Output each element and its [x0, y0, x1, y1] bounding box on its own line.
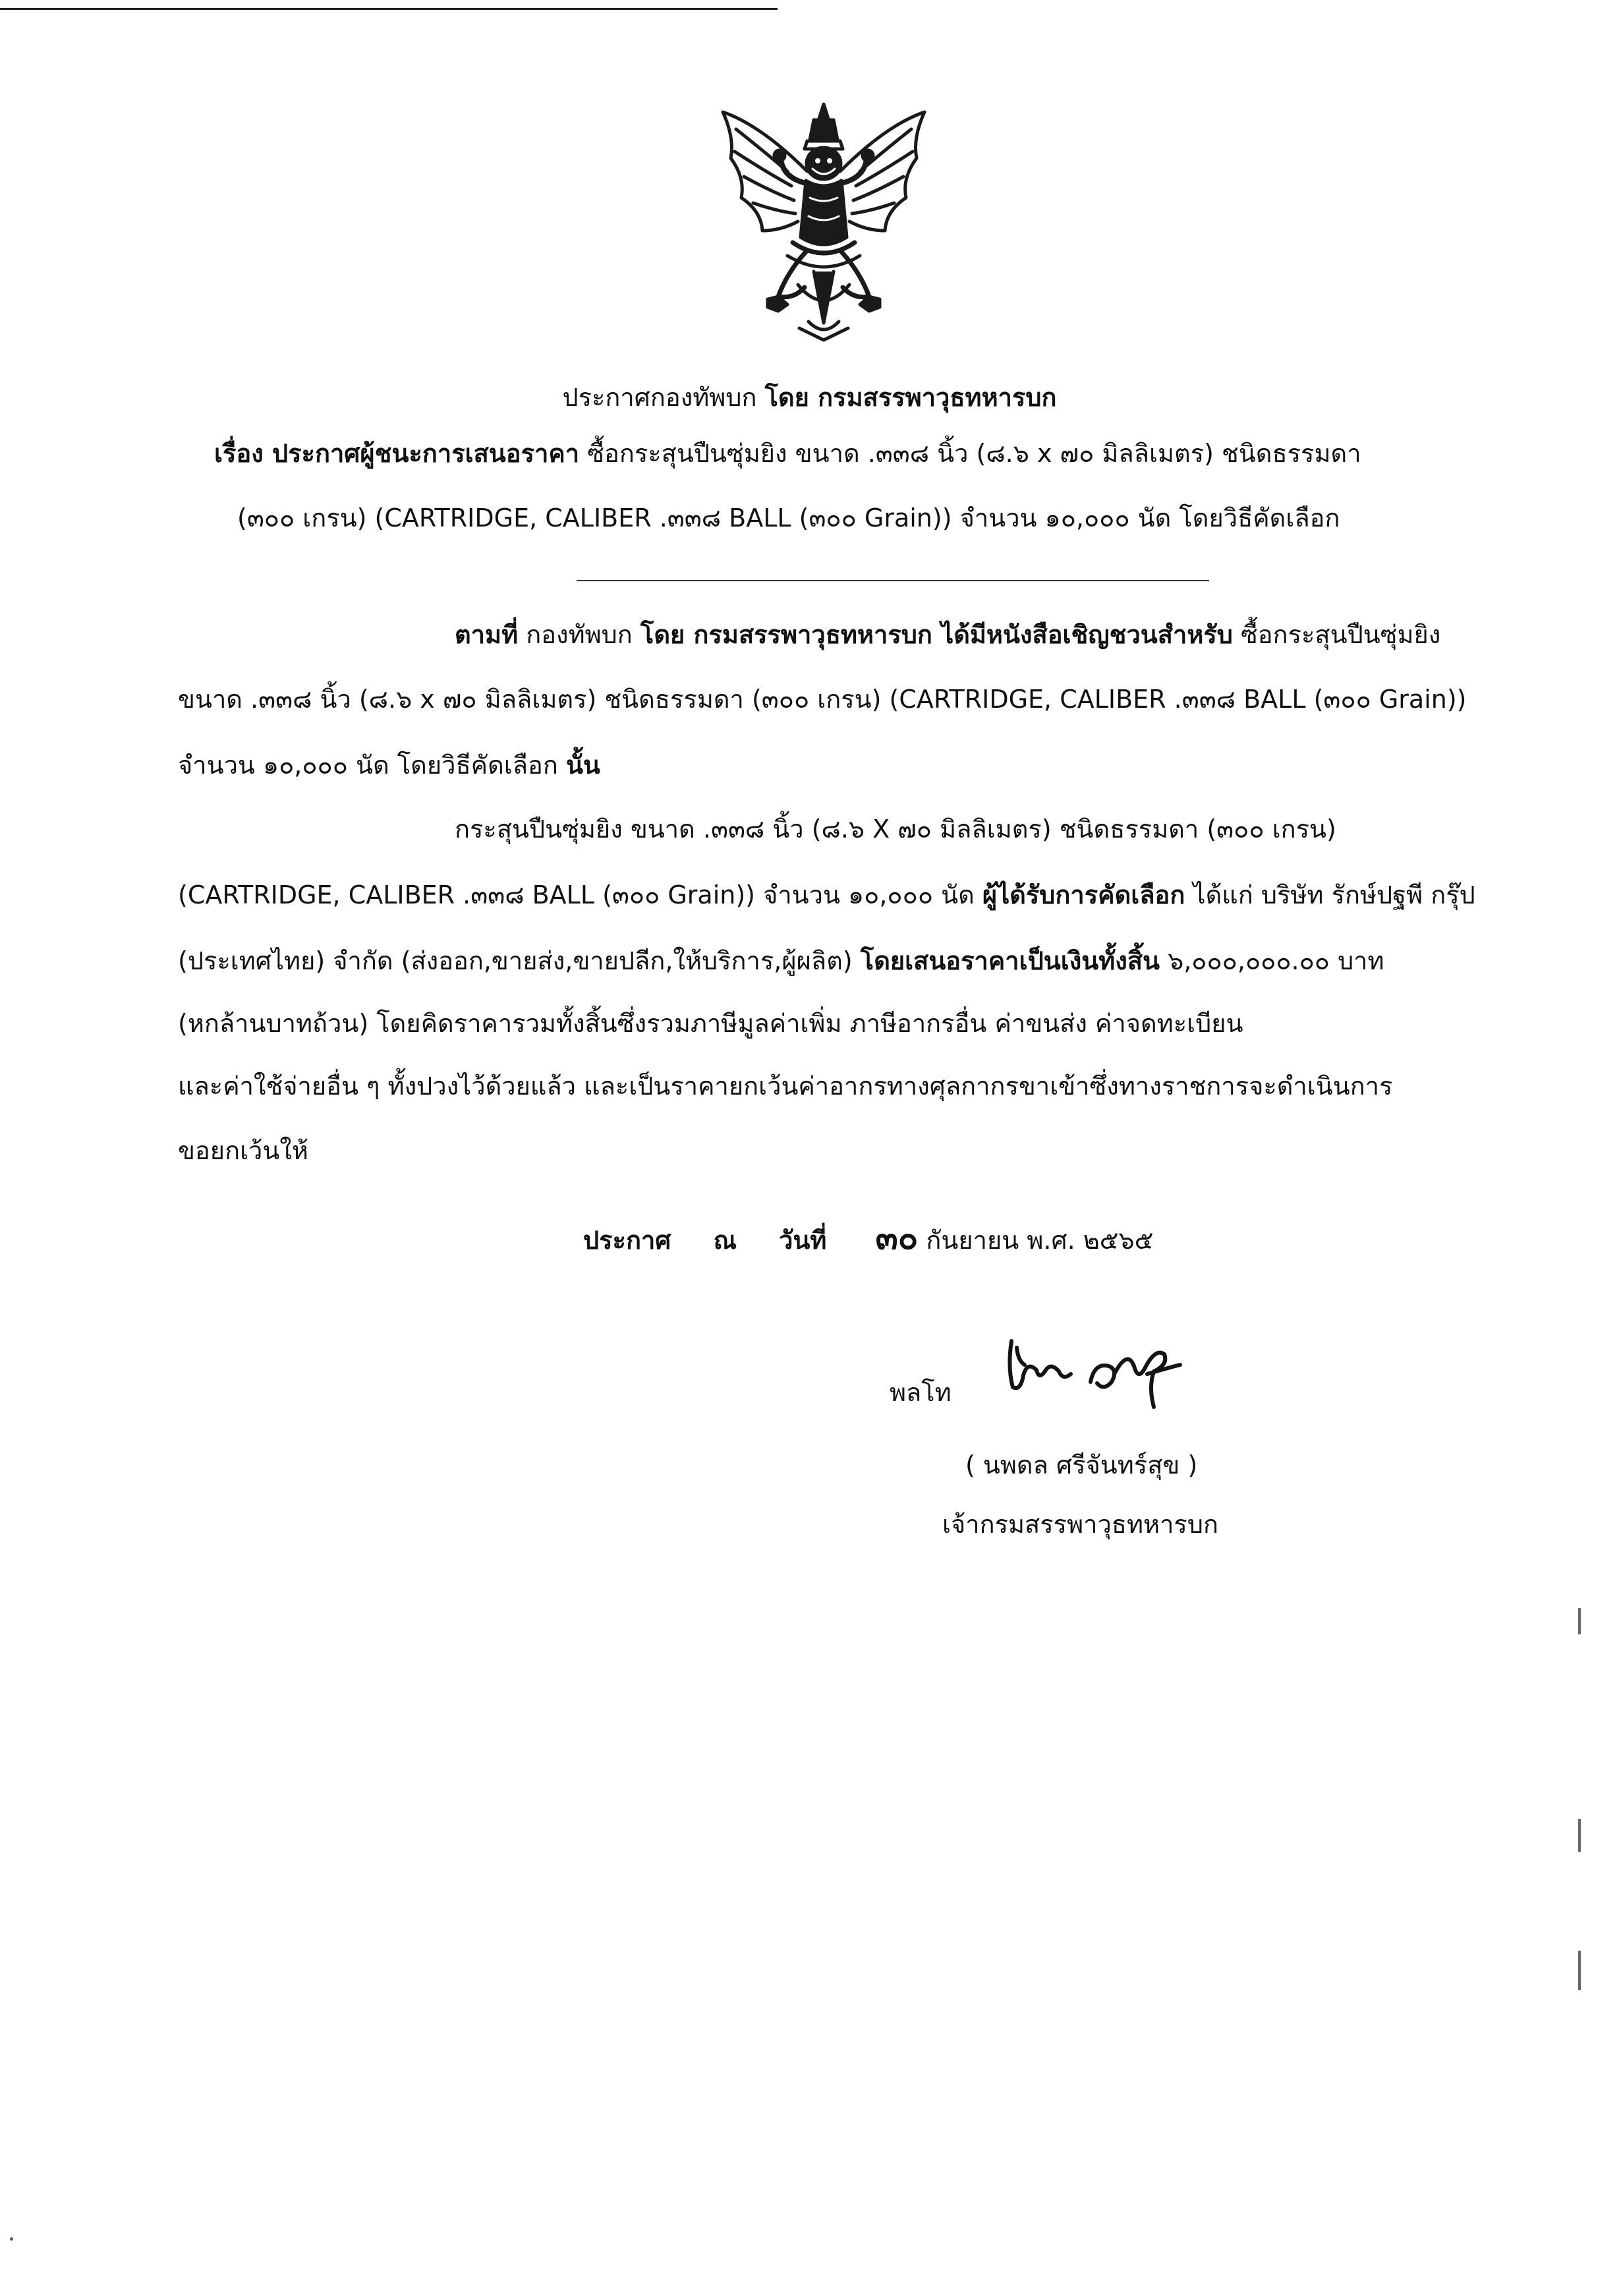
- handwritten-signature-icon: [998, 1328, 1196, 1414]
- para1-line-3: [178, 747, 600, 784]
- announce-month-year: กันยายน พ.ศ. ๒๕๖๕: [926, 1226, 1154, 1255]
- subject-line-2: (๓๐๐ เกรน) (CARTRIDGE, CALIBER .๓๓๘ BALL (๓๐๐ Grain)) จำนวน ๑๐,๐๐๐ นัด โดยวิธีคัดเลือก: [237, 503, 1340, 532]
- top-border-line: [0, 8, 778, 10]
- announce-day: ๓๐: [875, 1219, 919, 1257]
- para1-lead-bold2: โดย กรมสรรพาวุธทหารบก ได้มีหนังสือเชิญชวนสำหรับ: [640, 620, 1233, 649]
- subject-line-1-rest: ซื้อกระสุนปืนซุ่มยิง ขนาด .๓๓๘ นิ้ว (๘.๖ x ๗๐ มิลลิเมตร) ชนิดธรรมดา: [587, 439, 1361, 468]
- para1-line-3-bold: นั้น: [565, 751, 600, 780]
- para1-line-2: ขนาด .๓๓๘ นิ้ว (๘.๖ x ๗๐ มิลลิเมตร) ชนิดธรรมดา (๓๐๐ เกรน) (CARTRIDGE, CALIBER .๓๓๘ BALL (๓๐๐ Grain)): [178, 685, 1467, 714]
- para1-lead-bold: ตามที่: [455, 620, 519, 649]
- document-title: [0, 379, 1619, 416]
- para2-line-3-rest: ๖,๐๐๐,๐๐๐.๐๐ บาท: [1160, 946, 1384, 975]
- scan-artifact-mark: [1578, 1608, 1581, 1634]
- para1-line-3-text: จำนวน ๑๐,๐๐๐ นัด โดยวิธีคัดเลือก: [178, 751, 566, 780]
- scan-artifact-dot: [10, 2237, 13, 2241]
- announce-at: ณ: [713, 1226, 737, 1255]
- para2-line-2-rest: ได้แก่ บริษัท รักษ์ปฐพี กรุ๊ป: [1185, 880, 1475, 909]
- title-bold: โดย กรมสรรพาวุธทหารบก: [764, 383, 1057, 412]
- scan-artifact-mark: [1578, 1819, 1581, 1852]
- para2-line-6: ขอยกเว้นให้: [178, 1136, 308, 1165]
- announce-line: [583, 1219, 1153, 1259]
- para2-line-3: [178, 942, 1384, 979]
- announce-label: ประกาศ: [583, 1226, 671, 1255]
- garuda-emblem-icon: [715, 99, 932, 343]
- para2-line-1: กระสุนปืนซุ่มยิง ขนาด .๓๓๘ นิ้ว (๘.๖ X ๗๐ มิลลิเมตร) ชนิดธรรมดา (๓๐๐ เกรน): [455, 815, 1336, 844]
- announce-date-label: วันที่: [779, 1226, 827, 1255]
- para2-line-3-text: (ประเทศไทย) จำกัด (ส่งออก,ขายส่ง,ขายปลีก,ให้บริการ,ผู้ผลิต): [178, 946, 861, 975]
- para2-line-3-bold: โดยเสนอราคาเป็นเงินทั้งสิ้น: [860, 946, 1160, 975]
- para1-line-1: [455, 616, 1440, 653]
- separator-line: [577, 580, 1209, 581]
- para1-lead-mid: กองทัพบก: [518, 620, 640, 649]
- para1-lead-rest: ซื้อกระสุนปืนซุ่มยิง: [1232, 620, 1441, 649]
- title-prefix: ประกาศกองทัพบก: [562, 383, 757, 412]
- signatory-name: ( นพดล ศรีจันทร์สุข ): [965, 1450, 1198, 1479]
- subject-label: เรื่อง ประกาศผู้ชนะการเสนอราคา: [214, 439, 580, 468]
- para2-line-4: (หกล้านบาทถ้วน) โดยคิดราคารวมทั้งสิ้นซึ่งรวมภาษีมูลค่าเพิ่ม ภาษีอากรอื่น ค่าขนส่ง ค่าจดทะเบียน: [178, 1009, 1243, 1038]
- subject-line-1: [214, 435, 1361, 472]
- scan-artifact-mark: [1578, 1951, 1581, 1990]
- para2-line-2: [178, 876, 1475, 913]
- para2-line-2-text: (CARTRIDGE, CALIBER .๓๓๘ BALL (๓๐๐ Grain)) จำนวน ๑๐,๐๐๐ นัด: [178, 880, 982, 909]
- para2-line-2-bold: ผู้ได้รับการคัดเลือก: [982, 880, 1185, 909]
- signature-rank: พลโท: [890, 1378, 952, 1407]
- signatory-position: เจ้ากรมสรรพาวุธทหารบก: [942, 1510, 1218, 1539]
- para2-line-5: และค่าใช้จ่ายอื่น ๆ ทั้งปวงไว้ด้วยแล้ว และเป็นราคายกเว้นค่าอากรทางศุลกากรขาเข้าซึ่งทางราชการจะดำเนินการ: [178, 1072, 1393, 1101]
